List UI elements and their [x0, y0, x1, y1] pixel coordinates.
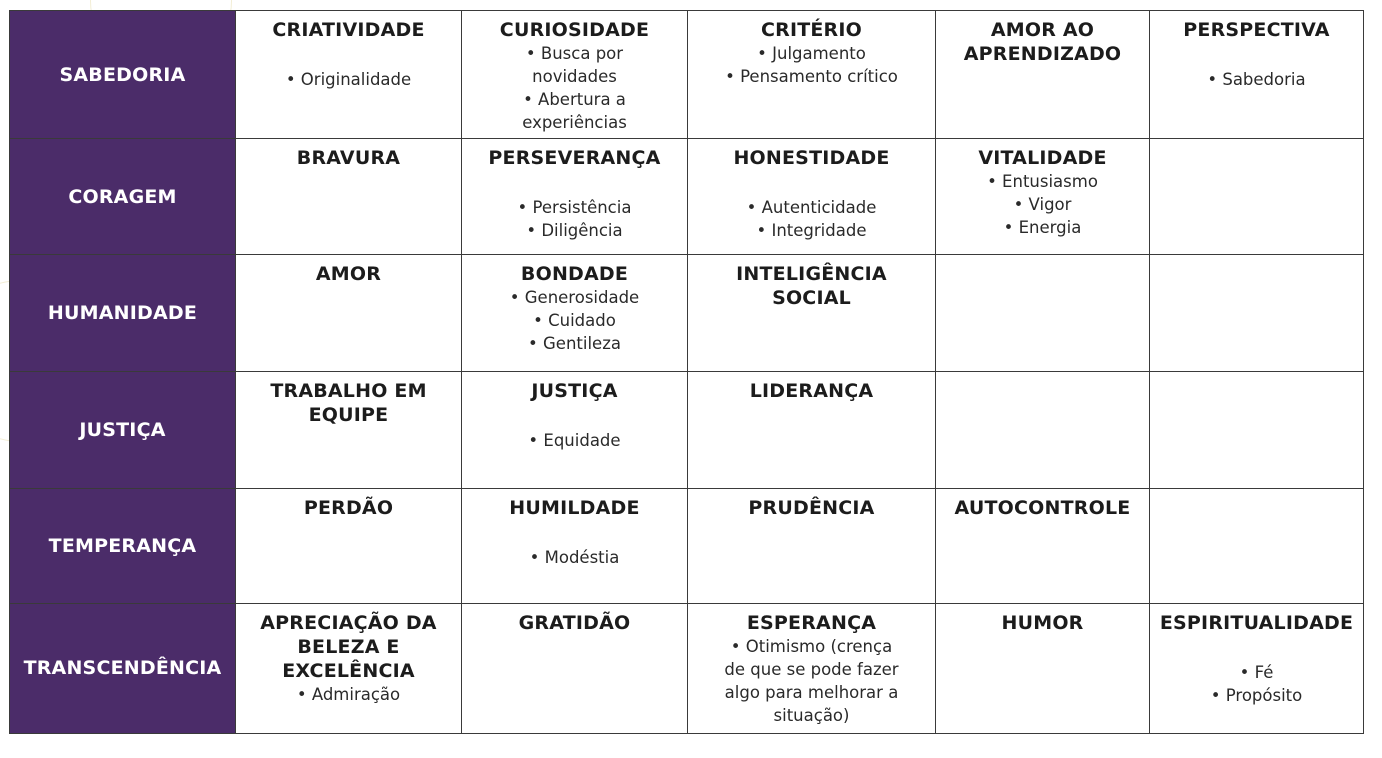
strength-items: [528, 429, 620, 452]
strength-item: • Generosidade: [509, 288, 640, 308]
strength-item: de que se pode fazer: [724, 659, 899, 679]
strength-title: HUMILDADE: [509, 496, 640, 519]
strength-cell: [688, 372, 936, 488]
strength-title: HUMOR: [1001, 611, 1084, 634]
table-row: [10, 11, 1364, 139]
strength-title: LIDERANÇA: [749, 380, 874, 403]
strength-items: [522, 42, 627, 134]
strength-items: [510, 286, 639, 355]
strength-item: • Propósito: [1210, 685, 1303, 705]
strength-cell: [1150, 372, 1364, 488]
strength-item: • Autenticidade: [746, 198, 877, 218]
strength-item: • Equidade: [528, 431, 621, 451]
strength-cell: [462, 11, 688, 139]
strength-item: • Cuidado: [533, 311, 616, 331]
strength-title: APRECIAÇÃO DA BELEZA E EXCELÊNCIA: [260, 611, 437, 682]
strength-cell: [236, 372, 462, 488]
strength-items: [286, 68, 411, 91]
strength-item: • Fé: [1239, 662, 1274, 682]
strength-title: CRITÉRIO: [760, 19, 863, 41]
strength-cell: [936, 603, 1150, 733]
strength-title: AMOR AO APRENDIZADO: [963, 19, 1122, 65]
strength-item: • Originalidade: [285, 70, 412, 89]
strength-title: PERDÃO: [303, 496, 394, 519]
strength-cell: [688, 11, 936, 139]
strength-item: • Abertura a: [523, 90, 626, 109]
strength-title: ESPERANÇA: [746, 611, 877, 634]
strength-cell: [236, 11, 462, 139]
strength-item: • Diligência: [526, 221, 623, 241]
strength-cell: [462, 488, 688, 603]
strength-items: [530, 546, 620, 569]
strength-item: • Integridade: [756, 221, 867, 241]
strength-cell: [688, 255, 936, 372]
strength-title: ESPIRITUALIDADE: [1159, 611, 1354, 634]
strength-item: • Modéstia: [529, 547, 620, 567]
strength-item: • Entusiasmo: [987, 172, 1098, 192]
strength-items: [724, 635, 898, 727]
strength-title: JUSTIÇA: [531, 380, 618, 403]
strength-item: algo para melhorar a: [724, 682, 899, 702]
strength-items: [987, 170, 1098, 239]
strength-item: experiências: [522, 113, 627, 132]
strength-item: • Gentileza: [528, 334, 621, 354]
strength-cell: [462, 255, 688, 372]
virtue-category: CORAGEM: [10, 139, 236, 255]
strength-title: GRATIDÃO: [518, 611, 631, 634]
strength-cell: [936, 372, 1150, 488]
virtue-category: HUMANIDADE: [10, 255, 236, 372]
strength-title: CURIOSIDADE: [499, 19, 650, 41]
strength-cell: [236, 255, 462, 372]
strength-item: • Julgamento: [757, 44, 866, 63]
strength-cell: [462, 139, 688, 255]
strength-cell: [1150, 603, 1364, 733]
strength-title: AMOR: [315, 263, 382, 286]
strength-title: PRUDÊNCIA: [748, 496, 875, 519]
table-row: [10, 255, 1364, 372]
strength-cell: [1150, 11, 1364, 139]
strength-item: • Pensamento crítico: [725, 67, 898, 86]
strength-item: • Otimismo (crença: [730, 636, 893, 656]
strength-title: AUTOCONTROLE: [954, 496, 1131, 519]
strength-item: • Persistência: [517, 198, 632, 218]
strength-cell: [236, 603, 462, 733]
strength-items: [747, 196, 877, 242]
virtue-category: TRANSCENDÊNCIA: [10, 603, 236, 733]
strength-title: CRIATIVIDADE: [272, 19, 425, 41]
strength-item: • Busca por: [525, 44, 624, 63]
strength-cell: [1150, 139, 1364, 255]
strength-items: [1211, 661, 1302, 707]
strength-cell: [236, 139, 462, 255]
strength-cell: [462, 372, 688, 488]
strength-cell: [462, 603, 688, 733]
virtue-category: JUSTIÇA: [10, 372, 236, 488]
strength-item: situação): [773, 705, 850, 725]
strength-cell: [936, 488, 1150, 603]
strength-cell: [236, 488, 462, 603]
strength-title: BRAVURA: [296, 147, 401, 170]
strength-title: BONDADE: [520, 263, 629, 286]
strength-cell: [688, 139, 936, 255]
strength-cell: [936, 139, 1150, 255]
virtue-category: TEMPERANÇA: [10, 488, 236, 603]
table-row: [10, 603, 1364, 733]
strength-items: [518, 196, 632, 242]
strength-cell: [688, 488, 936, 603]
strength-item: • Sabedoria: [1207, 70, 1306, 89]
strength-item: • Vigor: [1013, 195, 1072, 215]
strength-cell: [1150, 488, 1364, 603]
strength-item: • Admiração: [296, 684, 401, 704]
strength-items: [725, 42, 898, 88]
strength-items: [1207, 68, 1305, 91]
strength-cell: [688, 603, 936, 733]
strength-item: • Energia: [1003, 218, 1082, 238]
strength-title: VITALIDADE: [978, 147, 1107, 170]
strength-cell: [936, 255, 1150, 372]
strength-title: TRABALHO EM EQUIPE: [270, 380, 427, 427]
table-row: [10, 139, 1364, 255]
strength-title: HONESTIDADE: [733, 147, 890, 170]
virtue-category: SABEDORIA: [10, 11, 236, 139]
strength-cell: [936, 11, 1150, 139]
table-row: [10, 372, 1364, 488]
strength-item: novidades: [532, 67, 617, 86]
character-strengths-table: [9, 10, 1364, 734]
strength-title: INTELIGÊNCIA SOCIAL: [736, 263, 887, 310]
strength-cell: [1150, 255, 1364, 372]
strength-title: PERSEVERANÇA: [488, 147, 661, 170]
strength-items: [297, 683, 400, 706]
strength-title: PERSPECTIVA: [1183, 19, 1330, 41]
table-row: [10, 488, 1364, 603]
